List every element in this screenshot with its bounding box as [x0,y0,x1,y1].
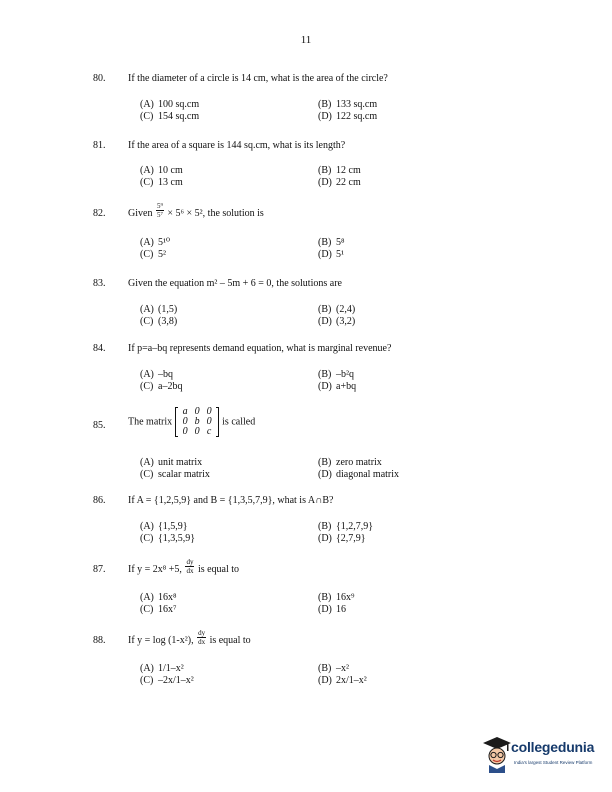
numerator: dy [198,629,206,638]
question-number: 85. [93,420,106,431]
matrix-cell: 0 [182,426,188,437]
option-label: (D) [318,111,332,122]
option-label: (C) [140,177,154,188]
option-a: –bq [158,369,173,380]
option-label: (C) [140,111,154,122]
stem-text: If y = 2x⁸ +5, [128,564,182,575]
fraction [156,202,164,219]
option-label: (B) [318,369,332,380]
question-number: 82. [93,208,106,219]
option-label: (A) [140,369,154,380]
option-label: (B) [318,99,332,110]
option-a: 16x⁸ [158,592,177,603]
option-label: (D) [318,249,332,260]
option-label: (D) [318,533,332,544]
question-number: 80. [93,73,106,84]
question-stem: If p=a–bq represents demand equation, what is marginal revenue? [128,343,392,354]
option-label: (C) [140,604,154,615]
stem-text: is equal to [209,635,251,646]
option-label: (A) [140,663,154,674]
option-label: (B) [318,663,332,674]
logo-tagline: India's largest Student Review Platform [514,760,593,765]
option-label: (A) [140,457,154,468]
stem-text: If y = log (1-x²), [128,635,194,646]
option-a: 10 cm [158,165,183,176]
question-stem: If A = {1,2,5,9} and B = {1,3,5,7,9}, what is A∩B? [128,495,334,506]
option-label: (B) [318,457,332,468]
option-d: a+bq [336,381,357,392]
option-b: 5⁸ [336,237,345,248]
option-label: (C) [140,381,154,392]
question-stem: Given the equation m² – 5m + 6 = 0, the solutions are [128,278,342,289]
option-c: 154 sq.cm [158,111,200,122]
fraction [197,629,206,646]
option-label: (D) [318,316,332,327]
option-label: (B) [318,592,332,603]
option-b: {1,2,7,9} [336,521,374,532]
question-number: 83. [93,278,106,289]
matrix-cell: 0 [206,406,212,417]
stem-text: × 5⁶ × 5², the solution is [167,208,264,219]
stem-text: is called [222,416,256,428]
option-label: (C) [140,249,154,260]
option-a: 100 sq.cm [158,99,200,110]
option-label: (D) [318,177,332,188]
option-label: (C) [140,533,154,544]
fraction [185,558,194,575]
option-c: 13 cm [158,177,183,188]
option-label: (D) [318,675,332,686]
option-b: zero matrix [336,457,382,468]
option-a: (1,5) [158,304,178,315]
option-d: 122 sq.cm [336,111,378,122]
option-c: {1,3,5,9} [158,533,196,544]
denominator: 5⁷ [156,211,163,220]
matrix-cell: 0 [182,416,188,427]
matrix-cell: a [182,406,188,417]
option-d: 2x/1–x² [336,675,367,686]
option-c: scalar matrix [158,469,210,480]
question-number: 88. [93,635,106,646]
stem-text: Given [128,208,153,219]
matrix-cell: 0 [206,416,212,427]
option-label: (A) [140,165,154,176]
option-a: unit matrix [158,457,203,468]
option-label: (B) [318,237,332,248]
option-d: 5¹ [336,249,344,260]
option-label: (D) [318,469,332,480]
option-b: –x² [336,663,349,674]
collegedunia-logo[interactable] [480,733,605,777]
numerator: dy [186,558,194,567]
graduate-mascot-icon [482,735,512,775]
option-c: (3,8) [158,316,178,327]
question-stem [128,202,264,220]
option-d: {2,7,9} [336,533,366,544]
stem-text: The matrix [128,416,173,428]
question-stem: If the area of a square is 144 sq.cm, what is its length? [128,140,346,151]
numerator: 5⁹ [156,202,163,211]
denominator: dx [186,567,194,576]
option-a: 1/1–x² [158,663,184,674]
matrix [175,407,219,437]
option-label: (D) [318,381,332,392]
option-label: (D) [318,604,332,615]
option-label: (A) [140,99,154,110]
option-d: diagonal matrix [336,469,400,480]
option-label: (A) [140,237,154,248]
option-a: 5¹⁰ [158,237,171,248]
option-b: 12 cm [336,165,361,176]
option-c: 5² [158,249,166,260]
option-label: (C) [140,675,154,686]
option-b: 133 sq.cm [336,99,378,110]
option-b: –b²q [336,369,354,380]
matrix-cell: c [206,426,212,437]
option-d: 22 cm [336,177,361,188]
page-number: 11 [300,34,312,46]
option-d: (3,2) [336,316,356,327]
question-number: 81. [93,140,106,151]
question-stem [128,558,240,576]
option-label: (A) [140,304,154,315]
option-label: (C) [140,316,154,327]
stem-text: is equal to [197,564,240,575]
option-b: (2,4) [336,304,356,315]
question-stem [128,629,251,647]
option-label: (C) [140,469,154,480]
option-b: 16x⁹ [336,592,355,603]
question-number: 84. [93,343,106,354]
option-label: (A) [140,592,154,603]
option-label: (A) [140,521,154,532]
option-label: (B) [318,304,332,315]
denominator: dx [198,638,206,647]
option-d: 16 [336,604,346,615]
option-c: –2x/1–x² [158,675,194,686]
question-stem [128,407,255,437]
question-stem: If the diameter of a circle is 14 cm, what is the area of the circle? [128,73,388,84]
option-c: a–2bq [158,381,183,392]
option-c: 16x⁷ [158,604,177,615]
option-label: (B) [318,521,332,532]
option-label: (B) [318,165,332,176]
matrix-cell: b [194,416,200,427]
option-a: {1,5,9} [158,521,188,532]
matrix-cell: 0 [194,406,200,417]
question-number: 87. [93,564,106,575]
logo-name: collegedunia [511,739,595,755]
matrix-cell: 0 [194,426,200,437]
question-number: 86. [93,495,106,506]
